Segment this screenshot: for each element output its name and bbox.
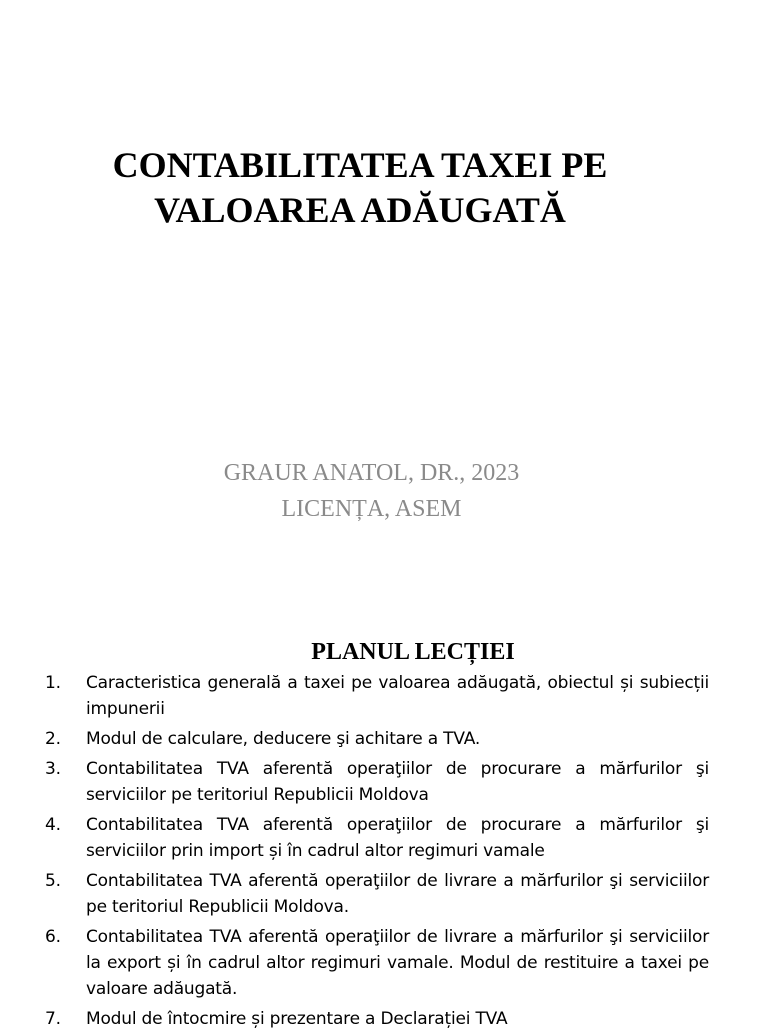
slide-title-line-1: CONTABILITATEA TAXEI PE — [112, 145, 608, 185]
plan-heading: PLANUL LECȚIEI — [311, 639, 515, 665]
plan-item — [0, 868, 768, 920]
plan-item — [0, 726, 768, 752]
plan-item-number: 2. — [45, 729, 61, 749]
plan-item — [0, 670, 768, 722]
plan-item-text: Contabilitatea TVA aferentă operaţiilor de procurare a mărfurilor şi serviciilor pe teritoriul Republicii Moldova — [86, 759, 709, 805]
plan-item-number: 7. — [45, 1009, 61, 1029]
slide-title-line-2: VALOAREA ADĂUGATĂ — [154, 190, 566, 230]
plan-item — [0, 1006, 768, 1032]
plan-item — [0, 756, 768, 808]
plan-item-text: Caracteristica generală a taxei pe valoarea adăugată, obiectul și subiecții impunerii — [86, 673, 709, 719]
plan-item-number: 3. — [45, 759, 61, 779]
program-line: LICENȚA, ASEM — [281, 496, 462, 522]
plan-item-text: Contabilitatea TVA aferentă operaţiilor de procurare a mărfurilor şi serviciilor prin import și în cadrul altor regimuri vamale — [86, 815, 709, 861]
author-line: GRAUR ANATOL, DR., 2023 — [223, 460, 520, 486]
plan-item — [0, 924, 768, 1002]
plan-item — [0, 812, 768, 864]
plan-item-text: Contabilitatea TVA aferentă operaţiilor de livrare a mărfurilor şi serviciilor la export și în cadrul altor regimuri vamale. Modul de restituire a taxei pe valoare adăugată. — [86, 927, 709, 999]
plan-item-number: 4. — [45, 815, 61, 835]
plan-item-text: Modul de întocmire și prezentare a Declarației TVA — [86, 1009, 508, 1029]
plan-list — [0, 670, 768, 1036]
plan-item-number: 5. — [45, 871, 61, 891]
plan-item-number: 6. — [45, 927, 61, 947]
plan-item-text: Contabilitatea TVA aferentă operaţiilor de livrare a mărfurilor şi serviciilor pe teritoriul Republicii Moldova. — [86, 871, 709, 917]
author-subtitle — [0, 455, 743, 527]
slide-title — [0, 143, 720, 233]
plan-item-text: Modul de calculare, deducere şi achitare a TVA. — [86, 729, 481, 749]
plan-item-number: 1. — [45, 673, 61, 693]
